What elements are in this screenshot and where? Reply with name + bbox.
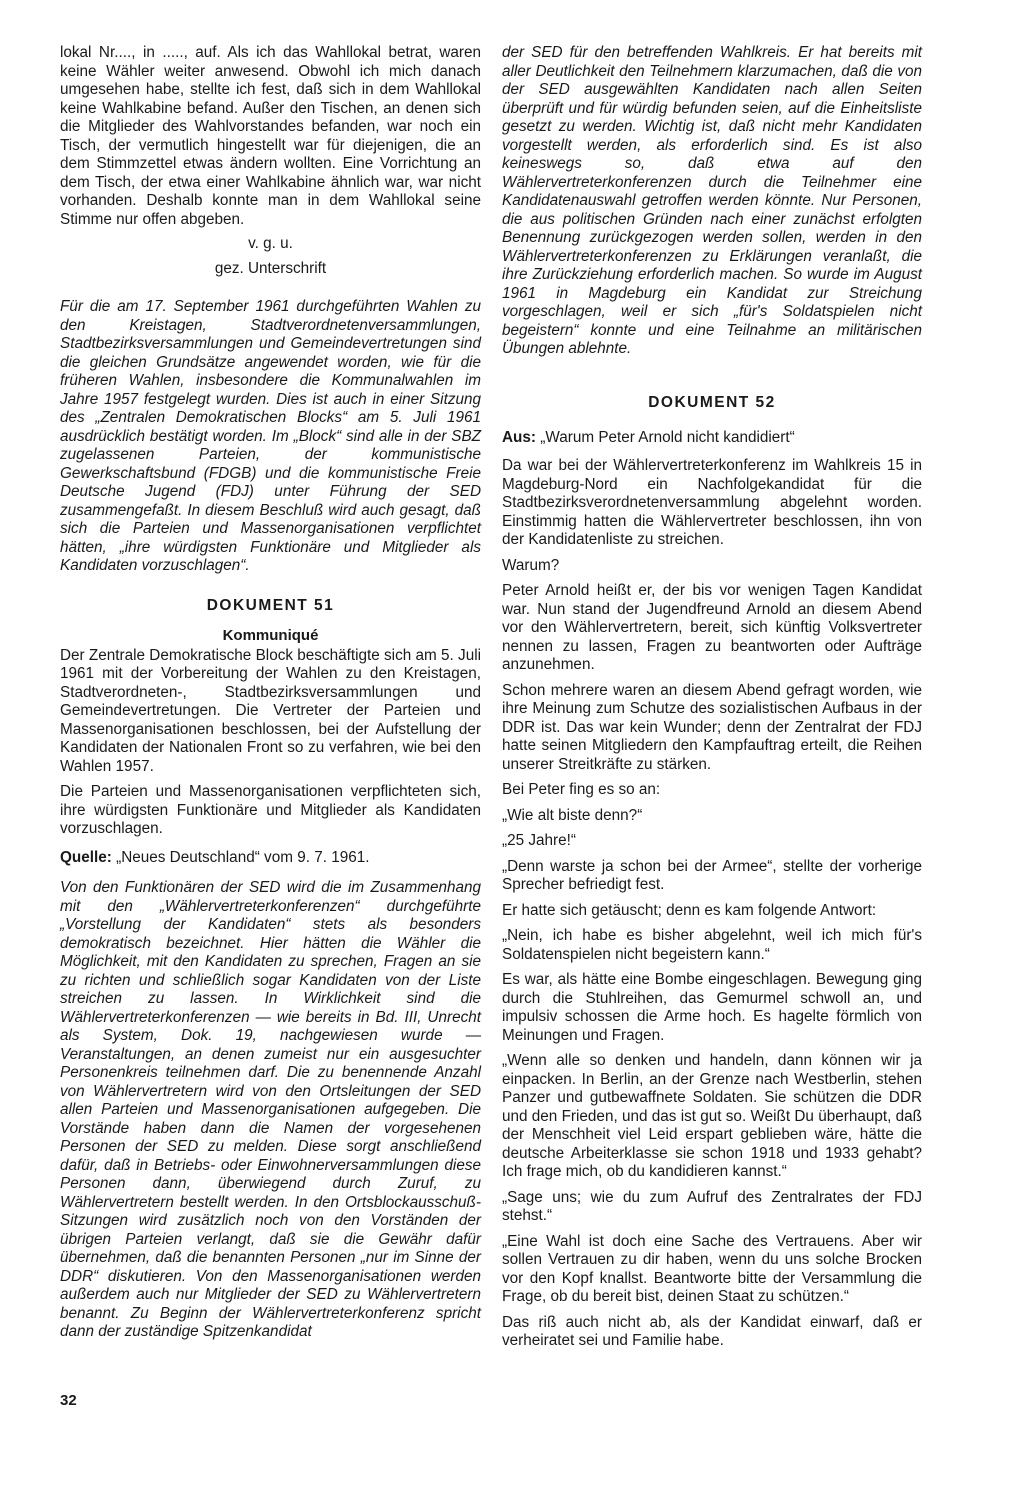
vgu-line: v. g. u. [248,235,293,252]
document-52-paragraph: Warum? [502,556,560,574]
source-line [60,849,481,868]
signature-line: gez. Unterschrift [214,259,327,277]
document-52-paragraph: „25 Jahre!“ [502,832,576,849]
document-52-paragraph: „Eine Wahl ist doch eine Sache des Vertrauens. Aber wir sollen Vertrauen zu dir haben, wenn du uns solche Brocken vor den Kopf knallst. Beantworte bitte der Versammlung die Frage, ob du bereit bist, deinen Staat zu schützen.“ [502,1232,922,1305]
right-column [502,44,922,1351]
excerpt-source-text: „Warum Peter Arnold nicht kandidiert“ [536,428,795,446]
editorial-commentary-2: Von den Funktionären der SED wird die im Zusammenhang mit den „Wählervertreterkonferenzen“ durchgeführte „Vorstellung der Kandidaten“ stets als besonders demokratisch bezeichnet. Hier hätten die Wähler die Möglichkeit, mit den Kandidaten zu sprechen, Fragen an sie zu richten und schließlich sogar Kandidaten von der Liste streichen zu lassen. In Wirklichkeit sind die Wählervertreterkonferenzen — wie bereits in Bd. III, Unrecht als System, Dok. 19, nachgewiesen wurde — Veranstaltungen, an denen zumeist nur ein ausgesuchter Personenkreis teilnehmen darf. Die zu benennende Anzahl von Wählervertretern wird von den Ortsleitungen der SED allen Parteien und Massenorganisationen aufgegeben. Die Vorstände haben dann die Namen der vorgesehenen Personen der SED zu melden. Diese sorgt anschließend dafür, daß in Betriebs- oder Einwohnerversammlungen diese Personen dann, überwiegend durch Zuruf, zu Wählervertretern bestellt werden. In den Ortsblockausschuß-Sitzungen wird zusätzlich noch von den Vorständen der übrigen Parteien verlangt, daß sie die Gewähr dafür übernehmen, daß die benannten Personen „nur im Sinne der DDR“ diskutieren. Von den Massenorganisationen werden außerdem auch nur Mitglieder der SED zu Wählervertretern benannt. Zu Beginn der Wählervertreterkonferenz spricht dann der zuständige Spitzenkandidat [60,879,481,1340]
document-52-paragraph: „Denn warste ja schon bei der Armee“, stellte der vorherige Sprecher befriedigt fest. [502,857,922,893]
editorial-commentary-1: Für die am 17. September 1961 durchgeführten Wahlen zu den Kreistagen, Stadtverordnetenversammlungen, Stadtbezirksversammlungen und Gemeindevertretungen sind die gleichen Grundsätze angewendet worden, wie für die früheren Wahlen, insbesondere die Kommunalwahlen im Jahre 1957 festgelegt wurden. Dies ist auch in einer Sitzung des „Zentralen Demokratischen Blocks“ am 5. Juli 1961 ausdrücklich bestätigt worden. Im „Block“ sind alle in der SBZ zugelassenen Parteien, der kommunistische Gewerkschaftsbund (FDGB) und die kommunistische Freie Deutsche Jugend (FDJ) unter Führung der SED zusammengefaßt. In diesem Beschluß wird auch gesagt, daß sich die Parteien und Massenorganisationen verpflichtet hätten, „ihre würdigsten Funktionäre und Mitglieder als Kandidaten vorzuschlagen“. [60,298,481,574]
document-51-paragraph: Der Zentrale Demokratische Block beschäftigte sich am 5. Juli 1961 mit der Vorbereitung der Wahlen zu den Kreistagen, Stadtverordneten-, Stadtbezirksversammlungen und Gemeindevertretungen. Die Vertreter der Parteien und Massenorganisationen beschlossen, bei der Aufstellung der Kandidaten der Nationalen Front so zu verfahren, wie bei den Wahlen 1957. [60,646,481,775]
document-52-heading: DOKUMENT 52 [648,393,776,411]
source-label: Quelle: [60,848,112,866]
document-52-paragraph: „Wie alt biste denn?“ [502,806,643,824]
excerpt-source-label: Aus: [502,428,536,446]
editorial-commentary-continued: der SED für den betreffenden Wahlkreis. Er hat bereits mit aller Deutlichkeit den Teilnehmern klarzumachen, daß die von der SED ausgewählten Kandidaten nach allen Seiten überprüft und für würdig befunden seien, auf die Einheitsliste gesetzt zu werden. Wichtig ist, daß nicht mehr Kandidaten vorgestellt werden, als erforderlich sind. Es ist also keineswegs so, daß etwa auf den Wählervertreterkonferenzen durch die Teilnehmer eine Kandidatenauswahl getroffen werden könnte. Nur Personen, die aus politischen Gründen nach einer zunächst erfolgten Benennung zurückgezogen werden sollen, werden in den Wählervertreterkonferenzen zu Erklärungen veranlaßt, die ihre Zurückziehung erforderlich machen. So wurde im August 1961 in Magdeburg ein Kandidat zur Streichung vorgeschlagen, weil er sich „für's Soldatspielen nicht begeistern“ konnte und eine Teilnahme an militärischen Übungen ablehnte. [502,44,922,357]
excerpt-source-line [502,429,922,448]
document-52-paragraph: „Sage uns; wie du zum Aufruf des Zentralrates der FDJ stehst.“ [502,1188,922,1224]
document-52-paragraph: Schon mehrere waren an diesem Abend gefragt worden, wie ihre Meinung zum Schutze des sozialistischen Aufbaus in der DDR ist. Das war kein Wunder; denn der Zentralrat der FDJ hatte seinen Mitgliedern den Kampfauftrag erteilt, die Reihen unserer Streitkräfte zu stärken. [502,681,922,773]
document-52-paragraph: Peter Arnold heißt er, der bis vor wenigen Tagen Kandidat war. Nun stand der Jugendfreund Arnold an diesem Abend vor den Wählervertretern, bereit, sich künftig Volksvertreter nennen zu lassen, Fragen zu beantworten oder Aufträge anzunehmen. [502,582,922,673]
document-52-paragraph: „Nein, ich habe es bisher abgelehnt, weil ich mich für's Soldatenspielen nicht begeistern kann.“ [502,927,922,963]
document-52-paragraph: Bei Peter fing es so an: [502,781,661,798]
document-51-paragraph: Die Parteien und Massenorganisationen verpflichteten sich, ihre würdigsten Funktionäre und Mitglieder als Kandidaten vorzuschlagen. [60,783,481,837]
document-51-subheading: Kommuniqué [222,626,319,644]
document-52-paragraph: „Wenn alle so denken und handeln, dann können wir ja einpacken. In Berlin, an der Grenze nach Westberlin, stehen Panzer und gutbewaffnete Soldaten. Sie schützen die DDR und den Frieden, und das ist gut so. Weißt Du überhaupt, daß der Menschheit viel Leid erspart geblieben wäre, hätte die deutsche Arbeiterklasse sie schon 1918 und 1933 gehabt? Ich frage mich, ob du kandidieren kannst.“ [502,1052,922,1180]
document-52-paragraph: Da war bei der Wählervertreterkonferenz im Wahlkreis 15 in Magdeburg-Nord ein Nachfolgekandidat für die Stadtbezirksverordnetenversammlung abgelehnt worden. Einstimmig hatten die Wählervertreter beschlossen, ihn von der Kandidatenliste zu streichen. [502,457,922,548]
document-52-paragraph: Es war, als hätte eine Bombe eingeschlagen. Bewegung ging durch die Stuhlreihen, das Gemurmel schwoll an, und impulsiv schossen die Arme hoch. Es hagelte förmlich von Meinungen und Fragen. [502,971,922,1044]
source-text: „Neues Deutschland“ vom 9. 7. 1961. [111,848,370,866]
document-52-paragraph: Das riß auch nicht ab, als der Kandidat einwarf, daß er verheiratet sei und Familie habe. [502,1313,922,1349]
document-51-heading: DOKUMENT 51 [206,596,335,614]
document-52-body [502,457,922,1351]
report-text: lokal Nr...., in ....., auf. Als ich das Wahllokal betrat, waren keine Wähler weiter anwesend. Obwohl ich mich danach umgesehen habe, stellte ich fest, daß sich in dem Wahllokal keine Wahlkabine befand. Außer den Tischen, an denen sich die Mitglieder des Wahlvorstandes befanden, war noch ein Tisch, der vermutlich hingestellt war für diejenigen, die an dem Stimmzettel etwas ändern wollten. Eine Vorrichtung an dem Tisch, der etwa einer Wahlkabine ähnlich war, war nicht vorhanden. Deshalb konnte man in dem Wahllokal seine Stimme nur offen abgeben. [60,44,481,228]
left-column [60,44,481,1342]
document-52-paragraph: Er hatte sich getäuscht; denn es kam folgende Antwort: [502,901,877,919]
page-number: 32 [60,1392,77,1409]
